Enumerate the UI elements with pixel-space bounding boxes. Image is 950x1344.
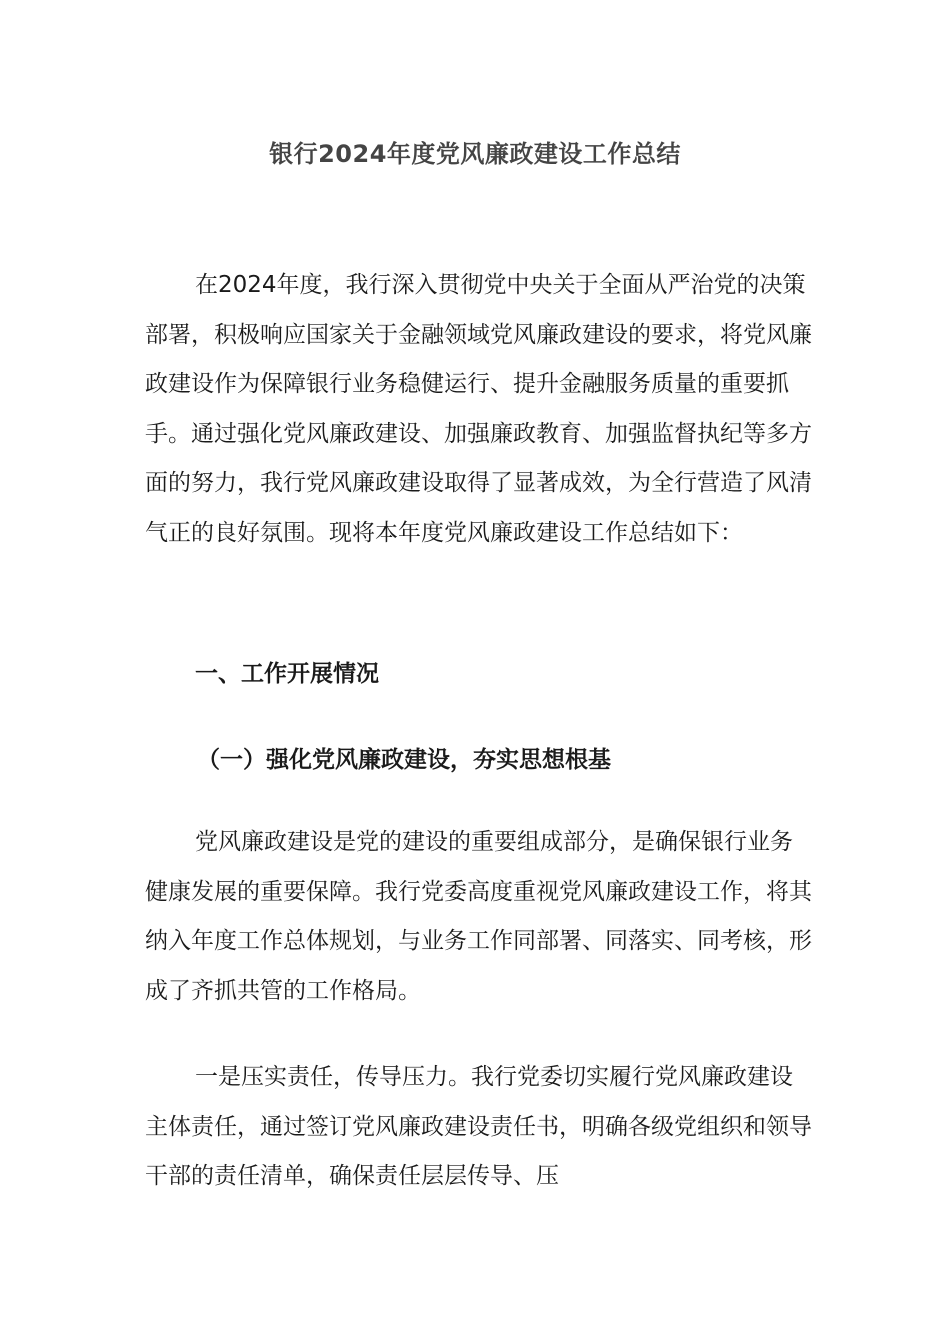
page-title: 银行2024年度党风廉政建设工作总结 xyxy=(269,140,681,168)
point-paragraph: 一是压实责任，传导压力。我行党委切实履行党风廉政建设主体责任，通过签订党风廉政建设责任书，明确各级党组织和领导干部的责任清单，确保责任层层传导、压 xyxy=(145,1064,812,1189)
intro-paragraph: 在2024年度，我行深入贯彻党中央关于全面从严治党的决策部署，积极响应国家关于金融领域党风廉政建设的要求，将党风廉政建设作为保障银行业务稳健运行、提升金融服务质量的重要抓手。通过强化党风廉政建设、加强廉政教育、加强监督执纪等多方面的努力，我行党风廉政建设取得了显著成效，为全行营造了风清气正的良好氛围。现将本年度党风廉政建设工作总结如下： xyxy=(145,272,812,546)
subsection-paragraph: 党风廉政建设是党的建设的重要组成部分，是确保银行业务健康发展的重要保障。我行党委高度重视党风廉政建设工作，将其纳入年度工作总体规划，与业务工作同部署、同落实、同考核，形成了齐抓共管的工作格局。 xyxy=(145,829,812,1004)
section-heading: 一、工作开展情况 xyxy=(195,661,379,687)
subsection-heading: （一）强化党风廉政建设，夯实思想根基 xyxy=(197,747,611,773)
